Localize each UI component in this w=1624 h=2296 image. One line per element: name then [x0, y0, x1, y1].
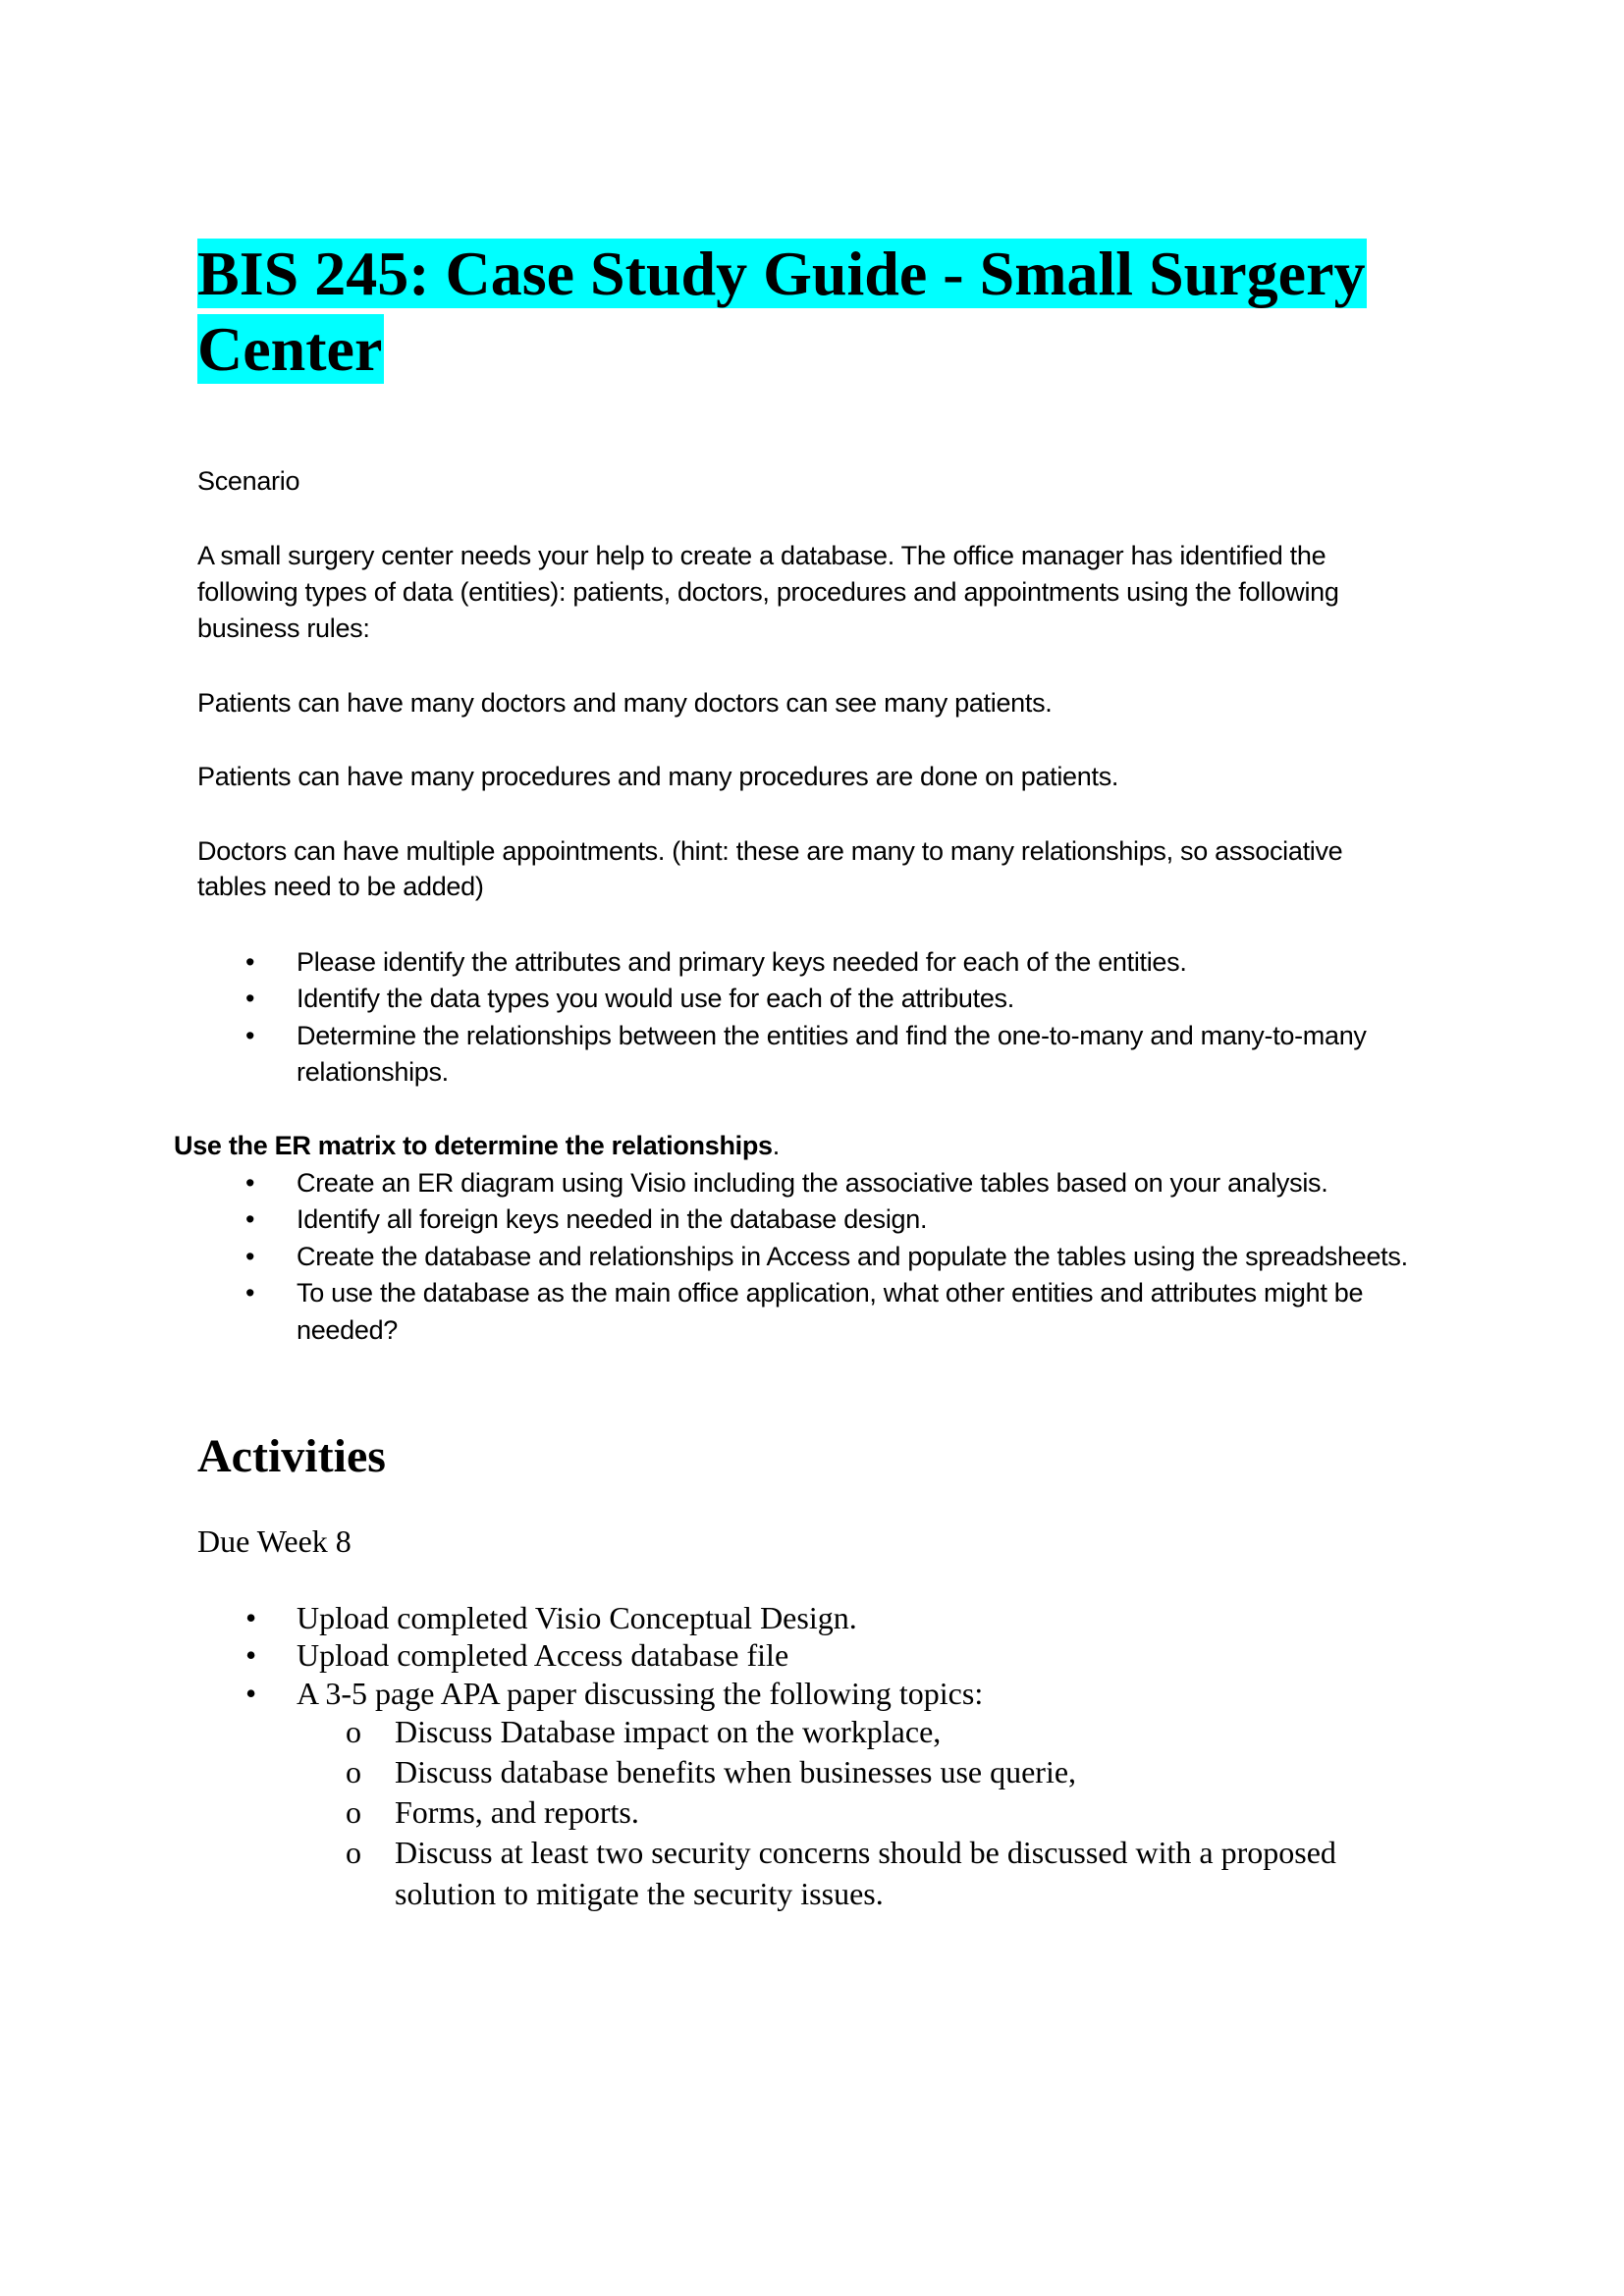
- bullet-icon: •: [245, 1600, 257, 1635]
- sub-list-item: Forms, and reports.: [395, 1794, 639, 1830]
- circle-bullet-icon: o: [346, 1754, 361, 1789]
- business-rule: Doctors can have multiple appointments. (hint: these are many to many relationships, so associative: [197, 836, 1343, 866]
- bullet-icon: •: [245, 1204, 255, 1234]
- list-item: Please identify the attributes and primary keys needed for each of the entities.: [297, 947, 1187, 977]
- circle-bullet-icon: o: [346, 1714, 361, 1749]
- list-item: To use the database as the main office application, what other entities and attributes might be: [297, 1278, 1364, 1308]
- bullet-icon: •: [245, 984, 255, 1013]
- bullet-icon: •: [245, 1637, 257, 1673]
- bullet-icon: •: [245, 1168, 255, 1198]
- sub-list-item: Discuss database benefits when businesses use querie,: [395, 1754, 1077, 1789]
- scenario-heading: Scenario: [197, 466, 300, 496]
- title-line-1: BIS 245: Case Study Guide - Small Surgery: [197, 239, 1366, 308]
- list-item: Determine the relationships between the entities and find the one-to-many and many-to-many: [297, 1021, 1367, 1050]
- bullet-icon: •: [245, 1021, 255, 1050]
- list-item-continued: relationships.: [297, 1057, 449, 1087]
- intro-line: business rules:: [197, 614, 370, 643]
- sub-list-item-continued: solution to mitigate the security issues.: [395, 1876, 884, 1911]
- intro-line: A small surgery center needs your help to create a database. The office manager has identified the: [197, 541, 1326, 570]
- list-item: A 3-5 page APA paper discussing the following topics:: [297, 1676, 984, 1711]
- sub-list-item: Discuss Database impact on the workplace,: [395, 1714, 942, 1749]
- er-heading-period: .: [772, 1131, 780, 1160]
- er-heading: Use the ER matrix to determine the relationships: [174, 1131, 773, 1160]
- list-item: Upload completed Visio Conceptual Design.: [297, 1600, 857, 1635]
- intro-line: following types of data (entities): patients, doctors, procedures and appointments using the following: [197, 577, 1339, 607]
- bullet-icon: •: [245, 947, 255, 977]
- bullet-icon: •: [245, 1278, 255, 1308]
- due-date: Due Week 8: [197, 1523, 352, 1559]
- business-rule: Patients can have many procedures and many procedures are done on patients.: [197, 762, 1119, 791]
- list-item: Upload completed Access database file: [297, 1637, 789, 1673]
- list-item-continued: needed?: [297, 1315, 399, 1345]
- circle-bullet-icon: o: [346, 1835, 361, 1870]
- business-rule: tables need to be added): [197, 872, 484, 901]
- list-item: Identify all foreign keys needed in the database design.: [297, 1204, 928, 1234]
- list-item: Identify the data types you would use for each of the attributes.: [297, 984, 1014, 1013]
- activities-heading: Activities: [197, 1430, 386, 1482]
- sub-list-item: Discuss at least two security concerns should be discussed with a proposed: [395, 1835, 1336, 1870]
- list-item: Create an ER diagram using Visio including the associative tables based on your analysis.: [297, 1168, 1328, 1198]
- title-line-2: Center: [197, 314, 383, 384]
- bullet-icon: •: [245, 1242, 255, 1271]
- bullet-icon: •: [245, 1676, 257, 1711]
- list-item: Create the database and relationships in Access and populate the tables using the spreadsheets.: [297, 1242, 1408, 1271]
- business-rule: Patients can have many doctors and many doctors can see many patients.: [197, 688, 1053, 718]
- circle-bullet-icon: o: [346, 1794, 361, 1830]
